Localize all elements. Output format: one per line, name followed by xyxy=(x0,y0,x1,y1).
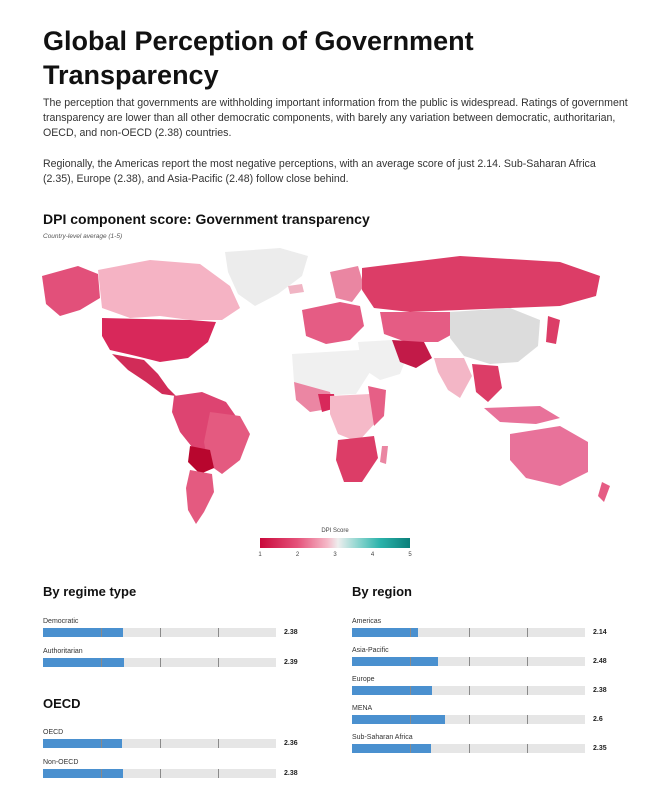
bar-item xyxy=(352,646,614,666)
bar-gridline xyxy=(469,628,470,637)
bar-track xyxy=(352,628,585,637)
bar-track xyxy=(352,657,585,666)
region-bars xyxy=(352,617,614,753)
regional-paragraph: Regionally, the Americas report the most negative perceptions, with an average score of just 2.14. Sub-Saharan Africa (2.35), Europe (2.38), and Asia-Pacific (2.48) follow close behind. xyxy=(43,158,596,185)
bar-fill xyxy=(352,628,418,637)
map-region-india xyxy=(434,358,472,398)
bar-row xyxy=(43,658,305,667)
bar-gridline xyxy=(218,628,219,637)
bar-item xyxy=(352,733,614,753)
bar-gridline xyxy=(160,769,161,778)
bar-category-label: Authoritarian xyxy=(43,648,83,655)
bar-row xyxy=(352,628,614,637)
oecd-bars xyxy=(43,728,305,778)
bar-category-label: Americas xyxy=(352,618,382,625)
map-region-western-europe xyxy=(302,302,364,344)
bar-row xyxy=(43,628,305,637)
bar-track xyxy=(43,739,276,748)
bar-gridline xyxy=(101,769,102,778)
legend-color-scale xyxy=(260,538,410,548)
legend-tick: 1 xyxy=(258,552,262,558)
bar-gridline xyxy=(218,739,219,748)
bar-gridline xyxy=(527,628,528,637)
bar-fill xyxy=(352,715,445,724)
bar-row xyxy=(352,686,614,695)
bar-gridline xyxy=(218,658,219,667)
bar-category-label: MENA xyxy=(352,705,373,712)
bar-value-label: 2.14 xyxy=(593,629,607,636)
bar-gridline xyxy=(410,744,411,753)
page-title: Global Perception of Government Transparency xyxy=(43,26,474,90)
bar-category-label: Europe xyxy=(352,676,375,683)
map-region-china xyxy=(450,308,540,364)
bar-item xyxy=(43,617,305,637)
bar-row xyxy=(352,715,614,724)
legend-title: DPI Score xyxy=(321,528,349,534)
regime-section-title: By regime type xyxy=(43,584,137,599)
bar-track xyxy=(43,628,276,637)
bar-item xyxy=(43,647,305,667)
world-choropleth-map xyxy=(40,246,630,526)
map-region-japan xyxy=(546,316,560,344)
bar-value-label: 2.35 xyxy=(593,745,607,752)
bar-fill xyxy=(43,739,122,748)
bar-item xyxy=(352,704,614,724)
intro-paragraph: The perception that governments are withholding important information from the public is widespread. Ratings of government transparency are lower than all other democratic components, with barely any variation between democratic, authoritarian, OECD, and non-OECD (2.38) countries. xyxy=(43,97,628,139)
map-region-new-zealand xyxy=(598,482,610,502)
map-region-central-asia xyxy=(380,312,460,342)
bar-gridline xyxy=(160,739,161,748)
bar-item xyxy=(43,728,305,748)
bar-value-label: 2.38 xyxy=(284,629,298,636)
bar-gridline xyxy=(527,686,528,695)
bar-gridline xyxy=(410,715,411,724)
map-subtitle: Country-level average (1-5) xyxy=(43,233,123,240)
bar-category-label: Asia-Pacific xyxy=(352,647,389,654)
bar-gridline xyxy=(218,769,219,778)
map-region-southern-africa xyxy=(336,436,378,482)
bar-category-label: Non-OECD xyxy=(43,759,79,766)
bar-gridline xyxy=(527,657,528,666)
bar-gridline xyxy=(410,657,411,666)
bar-gridline xyxy=(527,715,528,724)
bar-gridline xyxy=(410,686,411,695)
bar-fill xyxy=(43,769,123,778)
legend-ticks xyxy=(260,552,410,562)
bar-row xyxy=(352,657,614,666)
bar-category-label: Democratic xyxy=(43,618,79,625)
map-region-southeast-asia xyxy=(472,364,502,402)
bar-gridline xyxy=(469,686,470,695)
bar-track xyxy=(352,715,585,724)
map-legend xyxy=(250,528,420,568)
bar-fill xyxy=(43,628,123,637)
bar-gridline xyxy=(160,628,161,637)
bar-item xyxy=(352,617,614,637)
bar-fill xyxy=(352,657,438,666)
map-region-scandinavia xyxy=(330,266,364,302)
map-region-alaska xyxy=(42,266,100,316)
bar-fill xyxy=(352,744,431,753)
bar-row xyxy=(352,744,614,753)
map-region-iceland xyxy=(288,284,304,294)
map-title: DPI component score: Government transparency xyxy=(43,211,370,227)
legend-tick: 2 xyxy=(295,552,300,558)
bar-value-label: 2.38 xyxy=(284,770,298,777)
bar-value-label: 2.39 xyxy=(284,659,298,666)
legend-tick: 5 xyxy=(408,552,412,558)
bar-row xyxy=(43,739,305,748)
oecd-section-title: OECD xyxy=(43,696,81,711)
bar-value-label: 2.48 xyxy=(593,658,607,665)
map-region-southern-cone xyxy=(186,470,214,524)
bar-gridline xyxy=(527,744,528,753)
map-region-russia xyxy=(362,256,600,312)
legend-tick: 4 xyxy=(370,552,375,558)
bar-gridline xyxy=(160,658,161,667)
bar-category-label: OECD xyxy=(43,729,64,736)
bar-value-label: 2.38 xyxy=(593,687,607,694)
map-region-central-africa xyxy=(330,394,376,442)
bar-track xyxy=(352,744,585,753)
bar-gridline xyxy=(469,657,470,666)
bar-row xyxy=(43,769,305,778)
bar-fill xyxy=(352,686,432,695)
map-region-greenland xyxy=(225,248,308,306)
bar-track xyxy=(352,686,585,695)
bar-track xyxy=(43,769,276,778)
bar-gridline xyxy=(101,658,102,667)
bar-value-label: 2.6 xyxy=(593,716,603,723)
map-region-canada xyxy=(98,260,240,320)
bar-fill xyxy=(43,658,124,667)
map-region-indonesia xyxy=(484,406,560,424)
map-region-madagascar xyxy=(380,446,388,464)
bar-category-label: Sub-Saharan Africa xyxy=(352,734,413,741)
bar-gridline xyxy=(101,739,102,748)
bar-value-label: 2.36 xyxy=(284,740,298,747)
bar-track xyxy=(43,658,276,667)
bar-gridline xyxy=(410,628,411,637)
map-region-australia xyxy=(510,426,588,486)
regime-bars xyxy=(43,617,305,667)
region-section-title: By region xyxy=(352,584,412,599)
bar-item xyxy=(352,675,614,695)
bar-gridline xyxy=(469,715,470,724)
bar-item xyxy=(43,758,305,778)
bar-gridline xyxy=(469,744,470,753)
legend-tick: 3 xyxy=(333,552,337,558)
bar-gridline xyxy=(101,628,102,637)
